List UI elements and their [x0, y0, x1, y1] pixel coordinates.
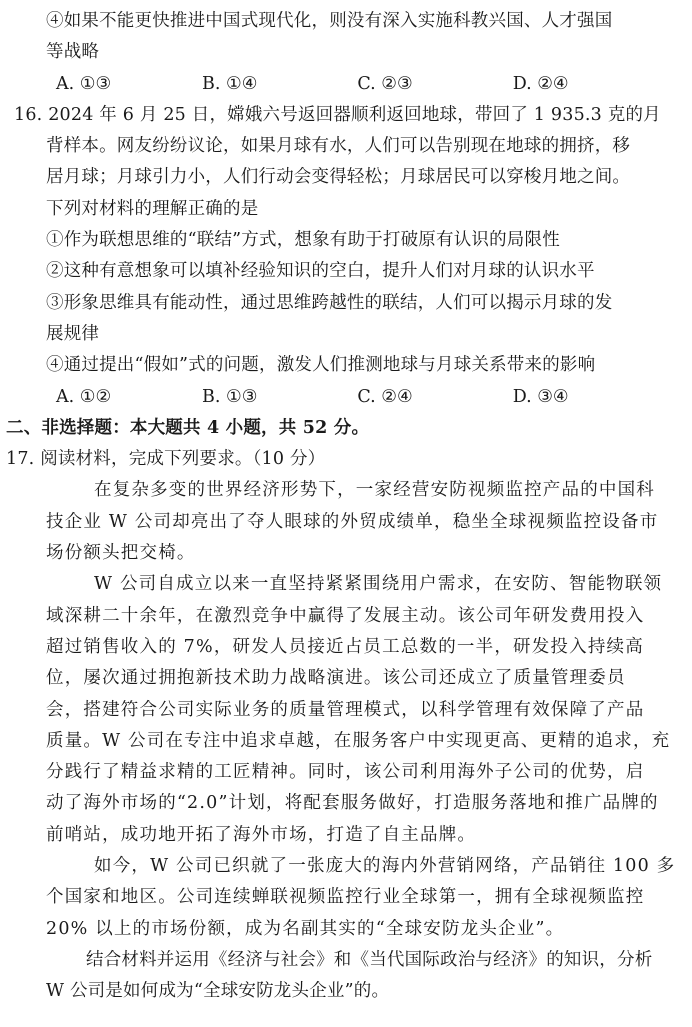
q16-item3-line1: ③形象思维具有能动性，通过思维跨越性的联结，人们可以揭示月球的发: [46, 292, 613, 313]
q16-stem-line3: 居月球；月球引力小，人们行动会变得轻松；月球居民可以穿梭月地之间。: [46, 167, 631, 188]
q16-item1: ①作为联想思维的“联结”方式，想象有助于打破原有认识的局限性: [46, 230, 560, 251]
q17-para2-line7: 分践行了精益求精的工匠精神。同时，该公司利用海外子公司的优势，启: [46, 762, 645, 783]
q17-para3-line2: 个国家和地区。公司连续蝉联视频监控行业全球第一，拥有全球视频监控: [46, 887, 645, 908]
q16-item2: ②这种有意想象可以填补经验知识的空白，提升人们对月球的认识水平: [46, 261, 595, 282]
q16-option-c: C. ②④: [357, 386, 413, 407]
q17-para2-line2: 域深耕二十余年，在激烈竞争中赢得了发展主动。该公司年研发费用投入: [46, 605, 645, 626]
q16-item4: ④通过提出“假如”式的问题，激发人们推测地球与月球关系带来的影响: [46, 355, 596, 376]
q17-para3-line3: 20% 以上的市场份额，成为名副其实的“全球安防龙头企业”。: [46, 918, 565, 939]
q17-para1-line1: 在复杂多变的世界经济形势下，一家经营安防视频监控产品的中国科: [94, 480, 655, 501]
q17-para2-line5: 会，搭建符合公司实际业务的质量管理模式，以科学管理有效保障了产品: [46, 699, 645, 720]
q15-option-b: B. ①④: [202, 73, 258, 94]
q16-options: [46, 382, 668, 413]
q17-para1-line2: 技企业 W 公司却亮出了夺人眼球的外贸成绩单，稳坐全球视频监控设备市: [46, 511, 659, 532]
q16-option-d: D. ③④: [512, 386, 569, 407]
q15-item4-line1: ④如果不能更快推进中国式现代化，则没有深入实施科教兴国、人才强国: [46, 11, 613, 31]
q16-stem-line2: 背样本。网友纷纷议论，如果月球有水，人们可以告别现在地球的拥挤，移: [46, 136, 631, 157]
q17-para2-line6: 质量。W 公司在专注中追求卓越，在服务客户中实现更高、更精的追求，充: [46, 730, 671, 751]
q17-stem: 17. 阅读材料，完成下列要求。（10 分）: [6, 449, 326, 470]
q16-option-b: B. ①③: [202, 386, 258, 407]
q17-para2-line4: 位，屡次通过拥抱新技术助力战略演进。该公司还成立了质量管理委员: [46, 668, 626, 689]
q16-option-a: A. ①②: [56, 386, 112, 407]
q17-para2-line9: 前哨站，成功地开拓了海外市场，打造了自主品牌。: [46, 824, 477, 845]
q15-option-a: A. ①③: [56, 73, 112, 94]
q16-stem-line4: 下列对材料的理解正确的是: [46, 198, 259, 219]
q16-item3-line2: 展规律: [46, 323, 100, 344]
q17-para2-line1: W 公司自成立以来一直坚持紧紧围绕用户需求，在安防、智能物联领: [94, 574, 663, 595]
q16-stem-line1: 16. 2024 年 6 月 25 日，嫦娥六号返回器顺利返回地球，带回了 1 935.3 克的月: [14, 104, 661, 125]
q17-question-line1: 结合材料并运用《经济与社会》和《当代国际政治与经济》的知识，分析: [86, 949, 653, 970]
q17-para2-line3: 超过销售收入的 7%，研发人员接近占员工总数的一半，研发投入持续高: [46, 636, 644, 657]
section-heading: 二、非选择题：本大题共 4 小题，共 52 分。: [6, 417, 370, 438]
q17-para1-line3: 场份额头把交椅。: [46, 543, 196, 564]
q17-question-line2: W 公司是如何成为“全球安防龙头企业”的。: [46, 981, 390, 1002]
q17-para2-line8: 动了海外市场的“2.0”计划，将配套服务做好，打造服务落地和推广品牌的: [46, 793, 659, 814]
q15-option-c: C. ②③: [357, 73, 413, 94]
q15-option-d: D. ②④: [512, 73, 569, 94]
q15-item4-line2: 等战略: [46, 42, 100, 63]
q15-options: [46, 69, 668, 100]
q17-para3-line1: 如今，W 公司已织就了一张庞大的海内外营销网络，产品销往 100 多: [94, 856, 676, 877]
